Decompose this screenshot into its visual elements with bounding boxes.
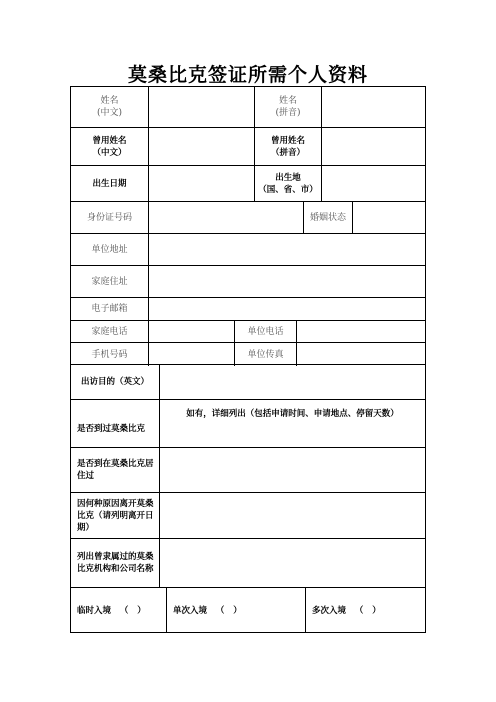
birthplace-label: 出生地 （国、省、市） — [255, 166, 322, 201]
email-label: 电子邮箱 — [71, 298, 149, 320]
table-row — [71, 343, 425, 366]
single-entry-option[interactable]: 单次入境 （ ） — [167, 588, 306, 633]
home-address-field[interactable] — [149, 266, 425, 297]
table-row — [71, 448, 425, 493]
work-phone-label: 单位电话 — [235, 321, 297, 342]
former-name-cn-label: 曾用姓名 （中文） — [71, 128, 149, 165]
table-row — [71, 493, 425, 539]
table-row — [71, 166, 425, 202]
purpose-label: 出访目的（英文） — [71, 365, 160, 399]
work-fax-label: 单位传真 — [235, 343, 297, 366]
organizations-field[interactable] — [160, 539, 425, 587]
table-row — [71, 234, 425, 266]
dob-field[interactable] — [149, 166, 255, 201]
temporary-entry-option[interactable]: 临时入境 （ ） — [71, 588, 167, 633]
visited-label: 是否到过莫桑比克 — [71, 400, 160, 447]
resided-field[interactable] — [160, 448, 425, 492]
name-py-label: 姓名 (拼音) — [255, 87, 322, 127]
home-address-label: 家庭住址 — [71, 266, 149, 297]
page-title: 莫桑比克签证所需个人资料 — [127, 64, 368, 86]
work-phone-field[interactable] — [297, 321, 425, 342]
former-name-py-field[interactable] — [322, 128, 425, 165]
home-phone-field[interactable] — [149, 321, 235, 342]
name-cn-label: 姓名 (中文) — [71, 87, 149, 127]
former-name-cn-field[interactable] — [149, 128, 255, 165]
organizations-label: 列出曾隶属过的莫桑 比克机构和公司名称 — [71, 539, 160, 587]
marital-status-field[interactable] — [353, 202, 425, 233]
visited-note[interactable]: 如有，详细列出（包括申请时间、申请地点、停留天数） — [186, 409, 399, 419]
purpose-field[interactable] — [160, 365, 425, 399]
work-address-label: 单位地址 — [71, 234, 149, 265]
multiple-entry-option[interactable]: 多次入境 （ ） — [312, 605, 381, 616]
leave-reason-label: 因何种原因离开莫桑 比克（请列明离开日 期） — [71, 493, 160, 538]
travel-info-table — [70, 365, 426, 633]
table-row — [71, 266, 425, 298]
table-row — [71, 87, 425, 128]
birthplace-field[interactable] — [322, 166, 425, 201]
name-py-field[interactable] — [322, 87, 425, 127]
marital-status-label: 婚姻状态 — [304, 202, 353, 233]
table-row — [71, 321, 425, 343]
name-cn-field[interactable] — [149, 87, 255, 127]
former-name-py-label: 曾用姓名 （拼音） — [255, 128, 322, 165]
table-row — [71, 539, 425, 588]
table-row — [71, 588, 425, 633]
home-phone-label: 家庭电话 — [71, 321, 149, 342]
work-address-field[interactable] — [149, 234, 425, 265]
email-field[interactable] — [149, 298, 425, 320]
id-number-field[interactable] — [149, 202, 304, 233]
work-fax-field[interactable] — [297, 343, 425, 366]
personal-info-table — [70, 86, 426, 365]
mobile-field[interactable] — [149, 343, 235, 366]
table-row — [71, 202, 425, 234]
table-row — [71, 298, 425, 321]
table-row — [71, 365, 425, 400]
table-row — [71, 128, 425, 166]
mobile-label: 手机号码 — [71, 343, 149, 366]
resided-label: 是否到在莫桑比克居 住过 — [71, 448, 160, 492]
leave-reason-field[interactable] — [160, 493, 425, 538]
dob-label: 出生日期 — [71, 166, 149, 201]
id-number-label: 身份证号码 — [71, 202, 149, 233]
table-row — [71, 400, 425, 448]
